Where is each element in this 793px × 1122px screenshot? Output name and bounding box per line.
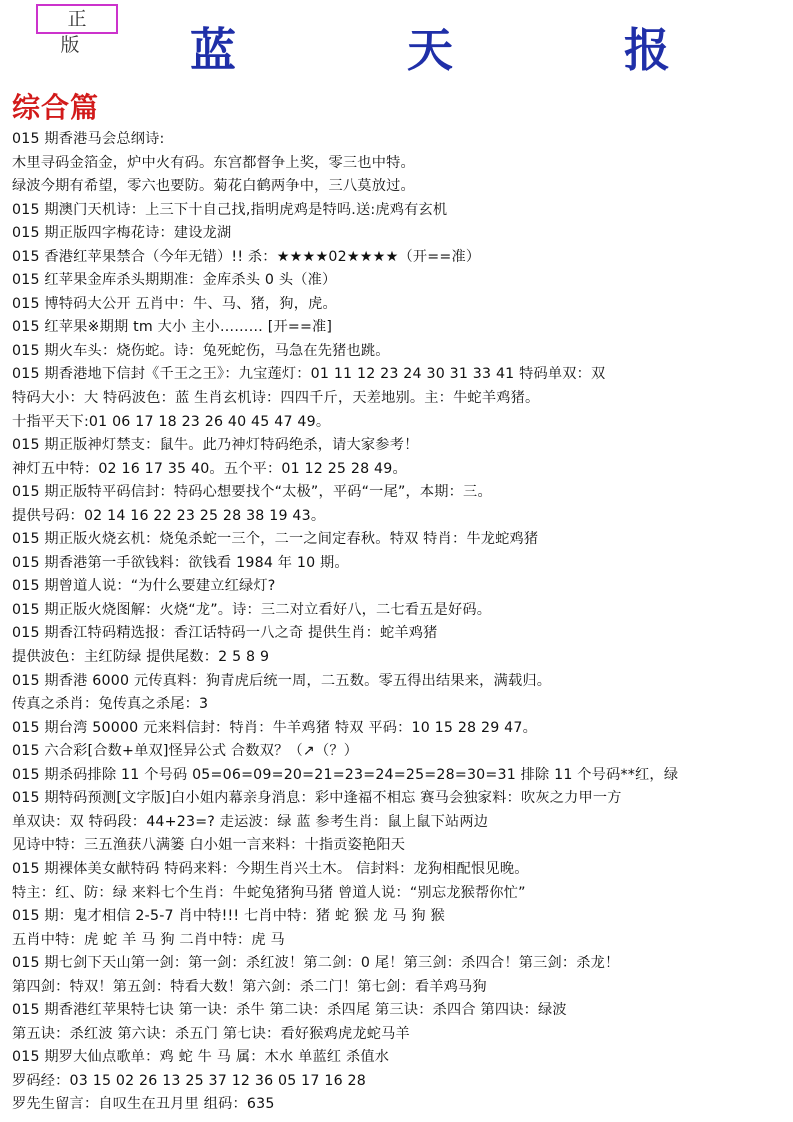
- edition-badge: 正版: [36, 4, 118, 34]
- content-line: 神灯五中特：02 16 17 35 40。五个平：01 12 25 28 49。: [12, 460, 407, 477]
- masthead-char: 天: [407, 23, 453, 77]
- content-line: 015 期裸体美女献特码 特码来料：今期生肖兴土木。 信封料：龙狗相配恨见晚。: [12, 860, 529, 877]
- content-line: 015 红苹果金库杀头期期准：金库杀头 0 头（准）: [12, 272, 337, 289]
- content-line: 015 期正版火烧玄机：烧兔杀蛇一三个，二一之间定春秋。特双 特肖：牛龙蛇鸡猪: [12, 531, 539, 548]
- content-line: 015 六合彩[合数+单双]怪异公式 合数双？（↗（？）: [12, 743, 359, 760]
- content-line: 见诗中特：三五渔获八满篓 白小姐一言来料：十指贡姿艳阳天: [12, 837, 406, 854]
- content-line: 传真之杀肖：兔传真之杀尾：3: [12, 696, 209, 713]
- content-line: 015 期火车头：烧伤蛇。诗：兔死蛇伤，马急在先猪也跳。: [12, 342, 390, 359]
- content-line: 015 期香港地下信封《千王之王》：九宝莲灯：01 11 12 23 24 30 31 33 41 特码单双：双: [12, 366, 606, 383]
- content-line: 015 期正版四字梅花诗：建设龙湖: [12, 225, 232, 242]
- content-line: 015 香港红苹果禁合（今年无错）!! 杀：★★★★02★★★★（开==准）: [12, 248, 481, 265]
- section-title: 综合篇: [12, 91, 100, 124]
- content-line: 015 期香港 6000 元传真料：狗青虎后统一周，二五数。零五得出结果来，满载归。: [12, 672, 552, 689]
- content-line: 015 期正版特平码信封：特码心想要找个“太极”，平码“一尾”，本期：三。: [12, 484, 492, 501]
- content-line: 015 期正版神灯禁支：鼠牛。此乃神灯特码绝杀，请大家参考！: [12, 437, 419, 454]
- content-line: 特码大小：大 特码波色：蓝 生肖玄机诗：四四千斤，天差地别。主：牛蛇羊鸡猪。: [12, 390, 540, 407]
- content-line: 特主：红、防：绿 来料七个生肖：牛蛇兔猪狗马猪 曾道人说：“别忘龙猴帮你忙”: [12, 884, 526, 901]
- content-line: 015 期七剑下天山第一剑：第一剑：杀红波！第二剑：0 尾！第三剑：杀四合！第三剑：杀龙！: [12, 955, 620, 972]
- content-line: 015 期台湾 50000 元来料信封：特肖：牛羊鸡猪 特双 平码：10 15 28 29 47。: [12, 719, 537, 736]
- content-line: 罗码经：03 15 02 26 13 25 37 12 36 05 17 16 28: [12, 1072, 366, 1089]
- content-line: 单双诀：双 特码段：44+23=? 走运波：绿 蓝 参考生肖：鼠上鼠下站两边: [12, 813, 489, 830]
- content-line: 015 期香江特码精选报：香江话特码一八之奇 提供生肖：蛇羊鸡猪: [12, 625, 438, 642]
- content-line: 五肖中特：虎 蛇 羊 马 狗 二肖中特：虎 马: [12, 931, 285, 948]
- content-line: 015 博特码大公开 五肖中：牛、马、猪，狗，虎。: [12, 295, 337, 312]
- content-line: 十指平天下:01 06 17 18 23 26 40 45 47 49。: [12, 413, 331, 430]
- content-line: 015 期澳门天机诗：上三下十自己找,指明虎鸡是特吗.送:虎鸡有玄机: [12, 201, 448, 218]
- content-line: 015 期杀码排除 11 个号码 05=06=09=20=21=23=24=25=28=30=31 排除 11 个号码**红，绿: [12, 766, 679, 783]
- content-line: 015 期罗大仙点歌单：鸡 蛇 牛 马 属：木水 单蓝红 杀值水: [12, 1049, 390, 1066]
- content-lines: [12, 128, 787, 1117]
- content-line: 提供波色：主红防绿 提供尾数：2 5 8 9: [12, 649, 270, 666]
- content-line: 015 期正版火烧图解：火烧“龙”。诗：三二对立看好八，二七看五是好码。: [12, 601, 492, 618]
- content-line: 015 期香港红苹果特七诀 第一诀：杀牛 第二诀：杀四尾 第三诀：杀四合 第四诀：绿波: [12, 1002, 567, 1019]
- content-line: 015 期特码预测[文字版]白小姐内幕亲身消息：彩中逢福不相忘 赛马会独家料：吹灰之力甲一方: [12, 790, 622, 807]
- content-line: 015 期香港马会总纲诗:: [12, 131, 165, 147]
- content-line: 第四剑：特双！第五剑：特看大数！第六剑：杀二门！第七剑：看羊鸡马狗: [12, 978, 487, 995]
- content-line: 第五诀：杀红波 第六诀：杀五门 第七诀：看好猴鸡虎龙蛇马羊: [12, 1025, 410, 1042]
- content-line: 提供号码：02 14 16 22 23 25 28 38 19 43。: [12, 507, 326, 524]
- content-line: 绿波今期有希望，零六也要防。菊花白鹤两争中，三八莫放过。: [12, 178, 415, 195]
- content-line: 015 红苹果※期期 tm 大小 主小……… [开==准]: [12, 319, 333, 336]
- content-line: 木里寻码金箔金，炉中火有码。东宫都督争上奖，零三也中特。: [12, 154, 415, 171]
- content-line: 015 期香港第一手欲钱料：欲钱看 1984 年 10 期。: [12, 554, 349, 571]
- content-line: 015 期：鬼才相信 2-5-7 肖中特!!! 七肖中特：猪 蛇 猴 龙 马 狗 猴: [12, 908, 445, 925]
- content-line: 罗先生留言：自叹生在丑月里 组码：635: [12, 1096, 275, 1113]
- masthead-char: 蓝: [190, 23, 236, 77]
- masthead-char: 报: [624, 23, 670, 77]
- content-line: 015 期曾道人说：“为什么要建立红绿灯?: [12, 578, 276, 595]
- masthead: [150, 14, 710, 80]
